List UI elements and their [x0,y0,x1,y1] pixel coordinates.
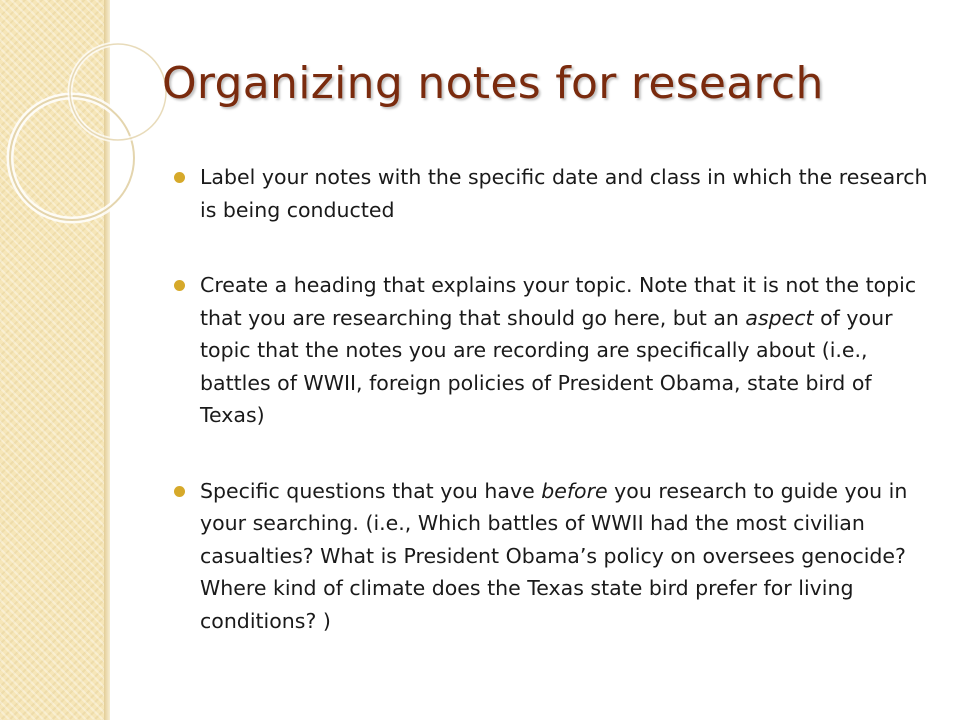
bullet-text [200,273,916,427]
bullet-dot-icon [174,486,185,497]
bullet-item [168,161,928,226]
bullet-text-part: of your topic that the notes you are recording are specifically about (i.e., battles of WWII, foreign policies of President Obama, state bird of Texas) [200,305,893,427]
bullet-text-part: Specific questions that you have [200,478,542,503]
bullet-text-part: you research to guide you in your searching. (i.e., Which battles of WWII had the most civilian casualties? What is President Obama’s policy on oversees genocide? Where kind of climate does the Texas state bird prefer for living conditions? ) [200,478,908,633]
bullet-emphasis: before [541,478,608,503]
bullet-item [168,475,928,638]
bullet-list [168,161,928,680]
bullet-dot-icon [174,172,185,183]
slide-title: Organizing notes for research [162,58,824,109]
bullet-text-part: Label your notes with the specific date and class in which the research is being conducted [200,165,928,222]
bullet-text [200,165,927,222]
bullet-item [168,269,928,432]
bullet-dot-icon [174,280,185,291]
bullet-text [200,479,907,633]
bullet-emphasis: aspect [745,305,814,330]
bullet-text-part: Create a heading that explains your topic. Note that it is not the topic that you are researching that should go here, but an [200,273,917,330]
